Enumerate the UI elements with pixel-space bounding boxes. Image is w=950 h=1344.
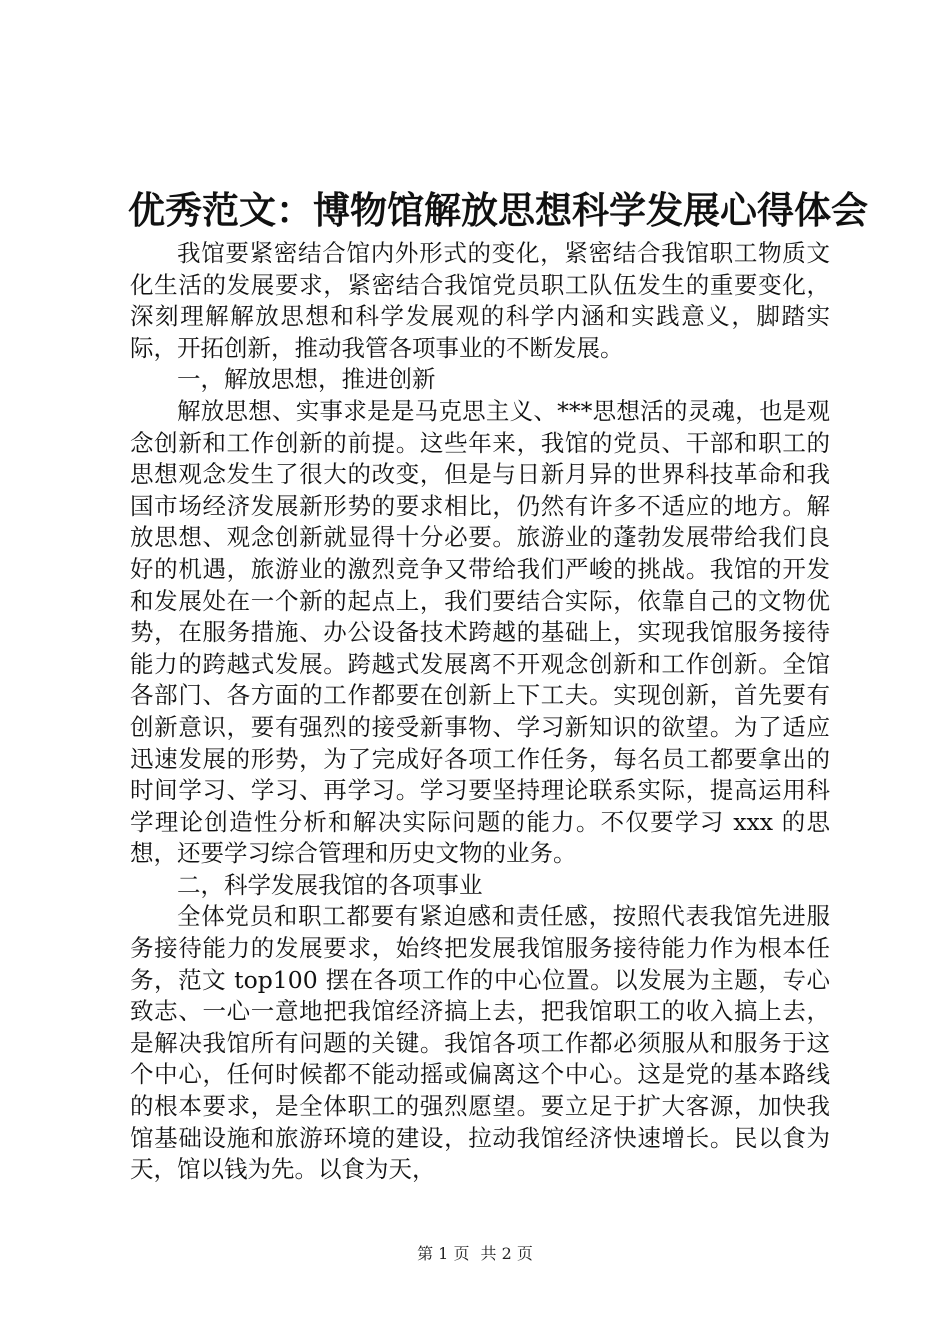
page-total: 共 2 页 bbox=[480, 1244, 533, 1263]
document-body bbox=[130, 238, 830, 1186]
page-footer bbox=[0, 1244, 950, 1264]
paragraph-intro: 我馆要紧密结合馆内外形式的变化，紧密结合我馆职工物质文化生活的发展要求，紧密结合我馆党员职工队伍发生的重要变化，深刻理解解放思想和科学发展观的科学内涵和实践意义，脚踏实际，开拓创新，推动我管各项事业的不断发展。 bbox=[130, 239, 830, 362]
paragraph-section-2: 全体党员和职工都要有紧迫感和责任感，按照代表我馆先进服务接待能力的发展要求，始终把发展我馆服务接待能力作为根本任务，范文 top100 摆在各项工作的中心位置。以发展为主题，专心致志、一心一意地把我馆经济搞上去，把我馆职工的收入搞上去，是解决我馆所有问题的关键。我馆各项工作都必须服从和服务于这个中心，任何时候都不能动摇或偏离这个中心。这是党的基本路线的根本要求，是全体职工的强烈愿望。要立足于扩大客源，加快我馆基础设施和旅游环境的建设，拉动我馆经济快速增长。民以食为天，馆以钱为先。以食为天， bbox=[130, 902, 830, 1184]
page-number: 第 1 页 bbox=[417, 1244, 470, 1263]
section-heading-2: 二，科学发展我馆的各项事业 bbox=[177, 870, 483, 899]
paragraph-section-1: 解放思想、实事求是是马克思主义、***思想活的灵魂，也是观念创新和工作创新的前提。这些年来，我馆的党员、干部和职工的思想观念发生了很大的改变，但是与日新月异的世界科技革命和我国市场经济发展新形势的要求相比，仍然有许多不适应的地方。解放思想、观念创新就显得十分必要。旅游业的蓬勃发展带给我们良好的机遇，旅游业的激烈竞争又带给我们严峻的挑战。我馆的开发和发展处在一个新的起点上，我们要结合实际，依靠自己的文物优势，在服务措施、办公设备技术跨越的基础上，实现我馆服务接待能力的跨越式发展。跨越式发展离不开观念创新和工作创新。全馆各部门、各方面的工作都要在创新上下工夫。实现创新，首先要有创新意识，要有强烈的接受新事物、学习新知识的欲望。为了适应迅速发展的形势，为了完成好各项工作任务，每名员工都要拿出的时间学习、学习、再学习。学习要坚持理论联系实际，提高运用科学理论创造性分析和解决实际问题的能力。不仅要学习 xxx 的思想，还要学习综合管理和历史文物的业务。 bbox=[130, 396, 830, 868]
document-title: 优秀范文：博物馆解放思想科学发展心得体会 bbox=[128, 188, 868, 232]
section-heading-1: 一，解放思想，推进创新 bbox=[177, 365, 436, 394]
